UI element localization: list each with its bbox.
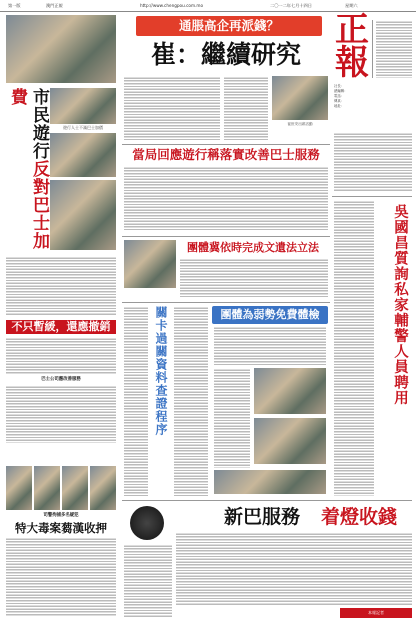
left-headline-b: 反對巴士加費 [7, 88, 49, 250]
right-vertical-headline: 吳國昌質詢私家輔警人員聘用 [392, 204, 409, 406]
blue-body [214, 326, 326, 366]
masthead-side-text [376, 20, 412, 78]
lead-headline: 崔：繼續研究 [150, 40, 301, 69]
left-low-headline: 特大毒案蒭漢收押 [15, 521, 107, 535]
masthead-info-4: 傳真： [334, 99, 345, 103]
drug-subhead: 司警拘捕多名疑犯 [43, 513, 79, 518]
left-low-body [6, 537, 116, 617]
masthead-text-block [334, 132, 412, 192]
kicker-bar [136, 16, 322, 36]
column-left-text [124, 544, 172, 618]
rule-mid [122, 302, 330, 303]
drug-photo-3 [62, 466, 88, 510]
third-headline-wrap [178, 240, 328, 256]
website-link[interactable]: http://www.chengpou.com.mo [140, 3, 204, 8]
rule-third-top [122, 236, 330, 237]
left-mid-headline: 不只暫緩，還應撤銷 [11, 320, 111, 333]
lead-body-mid [224, 76, 268, 140]
third-body [180, 258, 328, 298]
blue-headline-bar [212, 306, 328, 324]
column-body [176, 532, 412, 606]
health-photo-3 [214, 470, 326, 494]
rule-second-top [122, 144, 330, 145]
left-low-headline-wrap [6, 521, 116, 535]
drug-photo-4 [90, 466, 116, 510]
weekday: 星期六 [345, 3, 358, 8]
page-label: 第一版 [8, 3, 21, 8]
health-photo-1 [254, 368, 326, 414]
lead-photo-caption: 崔世安出席活動 [287, 122, 313, 126]
protest-photo-top [6, 15, 116, 83]
protest-photo-2 [50, 88, 116, 124]
column-footer-note: 本報記者 [368, 610, 384, 615]
masthead-info-1: 社長： [334, 84, 345, 88]
left-mid-body-2 [6, 385, 116, 443]
protest-photo-3 [50, 133, 116, 177]
left-headline-a: 市民遊行 [29, 88, 49, 160]
masthead-info-2: 總編輯： [334, 89, 348, 93]
masthead-divider [372, 20, 373, 78]
center-col-2 [174, 306, 208, 496]
publisher: 澳門正報 [46, 3, 63, 8]
health-photo-2 [254, 418, 326, 464]
issue-date: 二〇一二年七月十四日 [270, 3, 312, 8]
left-mid-subhead: 巴士公司應改善服務 [41, 377, 81, 382]
blue-headline: 團體為弱勢免費體檢 [220, 308, 320, 321]
left-vertical-headline [6, 88, 50, 253]
right-col-body [334, 200, 374, 496]
blue-body-2 [214, 368, 250, 468]
drug-photo-1 [6, 466, 32, 510]
drug-photo-2 [34, 466, 60, 510]
second-headline-wrap [122, 146, 330, 164]
left-mid-headline-bar [6, 320, 116, 334]
column-footer-bar [340, 608, 412, 618]
third-headline: 團體冀依時完成文遺法立法 [187, 241, 319, 254]
column-title-a: 新巴服務 [223, 506, 300, 528]
lead-body-left [124, 76, 220, 140]
left-mid-body [6, 337, 116, 375]
bus-photo [50, 180, 116, 250]
left-feature-body [6, 256, 116, 316]
second-headline: 當局回應遊行稱落實改善巴士服務 [132, 147, 320, 162]
vertical-center-headline: 關卡過關資料查證程序 [154, 306, 168, 436]
rule-bottom [122, 500, 412, 501]
protest-photo-caption: 遊行人士不滿巴士加價 [63, 125, 103, 130]
masthead-info-3: 電話： [334, 94, 345, 98]
rule-right [332, 196, 412, 197]
masthead-info [334, 84, 412, 130]
logo-text: 正報 [335, 10, 371, 83]
second-body [124, 166, 328, 230]
column-title-a-wrap [218, 504, 306, 530]
masthead-info-5: 地址： [334, 104, 345, 108]
heritage-photo [124, 240, 176, 288]
center-col-1 [124, 306, 148, 496]
lead-headline-wrap [128, 38, 324, 72]
column-title-b: 着燈收錢 [320, 506, 397, 528]
column-title-b-wrap [306, 504, 412, 530]
lead-photo [272, 76, 328, 120]
columnist-photo [130, 506, 164, 540]
lead-kicker: 通脹高企再派錢？ [178, 18, 279, 33]
